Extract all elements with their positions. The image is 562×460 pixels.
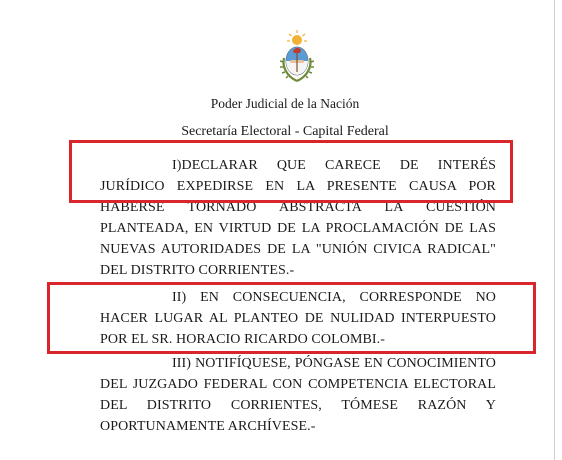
paragraph-line: HABERSE TORNADO ABSTRACTA LA CUESTIÓN [100, 200, 496, 215]
resolution-paragraph-3 [100, 353, 496, 437]
paragraph-line: III) NOTIFÍQUESE, PÓNGASE EN CONOCIMIENTO [172, 356, 496, 371]
paragraph-line: DEL DISTRITO CORRIENTES, TÓMESE RAZÓN Y [100, 398, 496, 413]
office-name: Secretaría Electoral - Capital Federal [181, 124, 389, 139]
paragraph-line: DEL JUZGADO FEDERAL CON COMPETENCIA ELECTORAL [100, 377, 496, 392]
page-edge-divider [554, 0, 555, 460]
court-name: Poder Judicial de la Nación [210, 96, 360, 111]
paragraph-line: OPORTUNAMENTE ARCHÍVESE.- [100, 419, 316, 434]
paragraph-line: I)DECLARAR QUE CARECE DE INTERÉS [172, 158, 496, 173]
paragraph-line: II) EN CONSECUENCIA, CORRESPONDE NO [172, 290, 496, 305]
highlight-box-consequence [47, 282, 536, 354]
paragraph-line: NUEVAS AUTORIDADES DE LA "UNIÓN CIVICA RADICAL" [100, 242, 496, 257]
paragraph-line: POR EL SR. HORACIO RICARDO COLOMBI.- [100, 332, 386, 347]
coat-of-arms-icon [278, 28, 316, 84]
highlight-box-declaration [69, 140, 513, 203]
paragraph-line: HACER LUGAR AL PLANTEO DE NULIDAD INTERPUESTO [100, 311, 496, 326]
paragraph-line: PLANTEADA, EN VIRTUD DE LA PROCLAMACIÓN DE LAS [100, 221, 496, 236]
paragraph-line: JURÍDICO EXPEDIRSE EN LA PRESENTE CAUSA POR [100, 179, 496, 194]
paragraph-line: DEL DISTRITO CORRIENTES.- [100, 263, 295, 278]
